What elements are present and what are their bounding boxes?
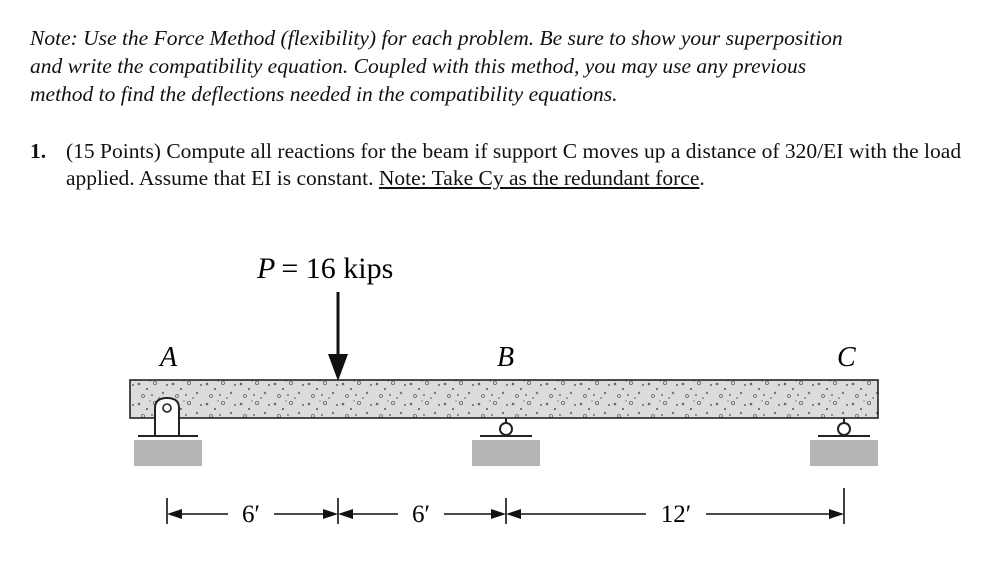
load-arrow-head	[328, 354, 348, 381]
note-line-3: method to find the deflections needed in the compatibility equations.	[30, 82, 618, 106]
problem-text-part1: (15 Points) Compute all reactions for the beam if support C moves up a distance of 320/EI	[66, 139, 844, 163]
support-label-b: B	[497, 342, 515, 373]
load-label: P = 16 kips	[257, 252, 394, 285]
dimension-label-ab: 6′	[242, 501, 260, 528]
note-line-2: and write the compatibility equation. Coupled with this method, you may use any previous	[30, 54, 807, 78]
beam	[130, 380, 878, 418]
problem-text-part2: with the load applied. Assume that EI is constant.	[66, 139, 962, 190]
redundant-note: Note: Take Cy as the redundant force	[378, 166, 700, 190]
note-line-1: Note: Use the Force Method (flexibility) for each problem. Be sure to show your superposition	[30, 26, 843, 50]
dimension-label-b-load: 6′	[412, 501, 430, 528]
dimension-label-bc: 12′	[660, 501, 692, 528]
dimension-lines	[167, 488, 844, 524]
problem-period: .	[699, 166, 705, 190]
support-label-a: A	[160, 342, 178, 373]
roller-support-c	[810, 418, 878, 466]
roller-support-b	[472, 418, 540, 466]
problem-number: 1.	[30, 139, 47, 163]
support-label-c: C	[837, 342, 856, 373]
